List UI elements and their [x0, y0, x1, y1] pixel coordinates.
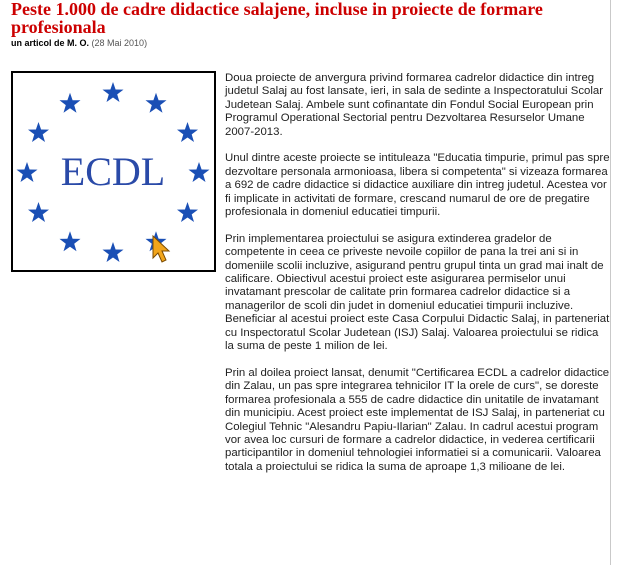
star-icon [103, 82, 124, 102]
article-byline [11, 38, 147, 49]
article-paragraph: Doua proiecte de anvergura privind formarea cadrelor didactice din intreg judetul Salaj au fost lansate, ieri, in sala de sedinte a Inspectoratului Scolar Judetean Salaj. Ambele sunt cofinantate din Fondul Social European prin Programul Operational Sectorial pentru Dezvoltarea Resurselor Umane 2007-2013. [225, 72, 604, 138]
article-paragraph: Unul dintre aceste proiecte se intituleaza "Educatia timpurie, primul pas spre dezvoltare personala armonioasa, libera si competenta" si vizeaza formarea a 692 de cadre didactice si didactice auxiliare din intreg judetul. Acestea vor fi implicate in activitati de formare, crescand numarul de ore de pregatire profesionala in domeniul educatiei timpurii. [225, 152, 610, 219]
star-icon [28, 202, 49, 222]
page-scroll-edge [610, 0, 623, 565]
star-icon [103, 242, 124, 262]
star-icon [28, 122, 49, 142]
star-icon [177, 202, 198, 222]
byline-date: (28 Mai 2010) [91, 38, 148, 48]
ecdl-logo-text: ECDL [60, 149, 166, 194]
article-paragraph: Prin implementarea proiectului se asigura extinderea gradelor de competente in ceea ce priveste nevoile copiilor de pana la trei ani si in domeniile scolii incluzive, asigurand pentru grupul tinta un grad mai inalt de calificare. Obiectivul acestui proiect este asigurarea permiselor unui invatamant prescolar de calitate prin formarea cadrelor didactice si a managerilor de scoli din judet in domeniul educatiei timpurii incluzive. Beneficiar al acestui proiect este Casa Corpului Didactic Salaj, in parteneriat cu Inspectoratul Scolar Judetean (ISJ) Salaj. Valoarea proiectului se ridica la suma de peste 1 milion de lei. [225, 232, 610, 353]
ecdl-logo-graphic [13, 73, 214, 270]
star-icon [17, 162, 38, 182]
article-title: Peste 1.000 de cadre didactice salajene, incluse in proiecte de formare profesionala [11, 0, 543, 37]
byline-author: un articol de M. O. [11, 38, 90, 48]
star-icon [60, 231, 81, 251]
star-icon [146, 93, 167, 113]
star-icon [189, 162, 210, 182]
article-paragraph: Prin al doilea proiect lansat, denumit "Certificarea ECDL a cadrelor didactice din Zalau, un pas spre integrarea tehnicilor IT la orele de curs", se doreste formarea profesionala a 555 de cadre didactice din unitatile de invatamant din municipiu. Acest proiect este implementat de ISJ Salaj, in parteneriat cu Colegiul Tehnic "Alesandru Papiu-Ilarian" Zalau. In cadrul acestui program vor avea loc cursuri de formare a cadrelor didactice, in vederea certificarii participantilor in domeniul tehnologiei informatiei si a comunicarii. Valoarea totala a proiectului se ridica la suma de aproape 1,3 milioane de lei. [225, 366, 610, 473]
ecdl-logo-image [11, 71, 216, 272]
star-icon [177, 122, 198, 142]
article-body [225, 72, 610, 488]
star-icon [60, 93, 81, 113]
